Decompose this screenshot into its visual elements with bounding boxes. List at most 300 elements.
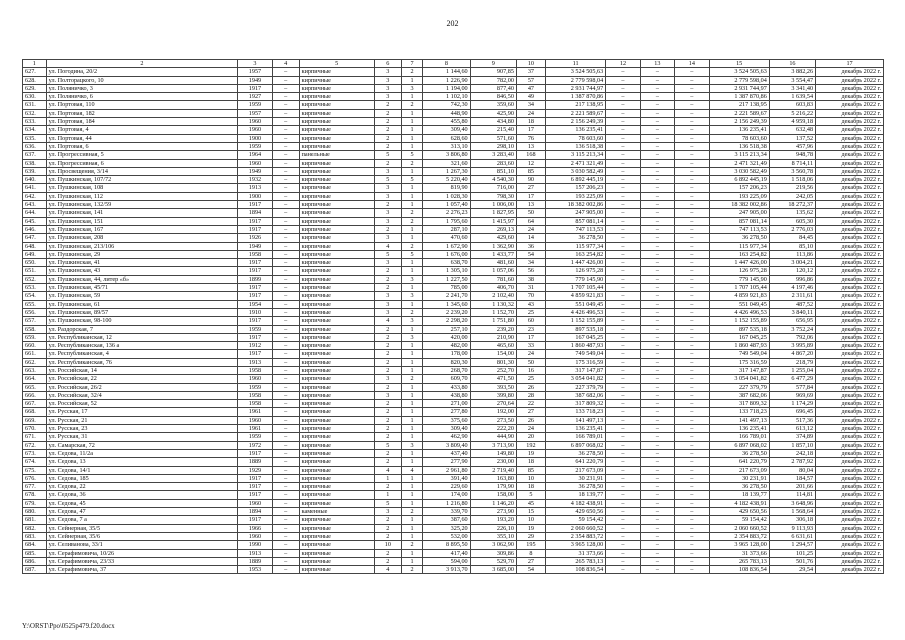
table-cell: 3 [374,234,401,242]
table-cell: 36 [516,242,545,250]
table-cell: 1 [401,416,423,424]
table-cell: 218,79 [769,358,815,366]
table-cell: кирпичные [299,134,374,142]
table-cell: 656. [23,308,47,316]
table-cell: – [606,267,640,275]
table-cell: 227 379,79 [709,383,769,391]
table-cell: – [640,201,674,209]
table-cell: декабрь 2022 г. [816,358,884,366]
table-cell: кирпичные [299,142,374,150]
table-cell: 27 [516,408,545,416]
table-cell: декабрь 2022 г. [816,142,884,150]
table-cell: – [272,491,299,499]
table-cell: 3 [401,275,423,283]
table-cell: кирпичные [299,391,374,399]
table-cell: – [272,532,299,540]
table-cell: 31 373,66 [709,549,769,557]
table-cell: – [272,176,299,184]
table-cell: – [272,474,299,482]
table-cell: кирпичные [299,433,374,441]
table-cell: – [675,441,709,449]
table-cell: декабрь 2022 г. [816,159,884,167]
table-cell: – [640,209,674,217]
table-cell: – [606,532,640,540]
table-cell: 168 [516,151,545,159]
table-cell: – [606,458,640,466]
table-cell: 2 [374,366,401,374]
table-cell: 230,00 [470,458,516,466]
table-cell: 716,00 [470,184,516,192]
table-cell: – [640,325,674,333]
table-cell: 163,80 [470,474,516,482]
table-cell: кирпичные [299,184,374,192]
table-cell: ул. Пушкинская, 98-100 [46,317,238,325]
table-cell: 47 [516,84,545,92]
table-row [23,524,884,532]
table-cell: – [606,557,640,565]
table-cell: 781,60 [470,275,516,283]
table-cell: – [606,566,640,574]
table-cell: 571,60 [470,134,516,142]
table-cell: ул. Российская, 22 [46,375,238,383]
table-cell: кирпичные [299,201,374,209]
table-cell: 8 [516,549,545,557]
table-cell: – [675,433,709,441]
table-cell: 387 682,06 [545,391,605,399]
table-cell: – [606,425,640,433]
table-cell: 1 [374,491,401,499]
table-cell: ул. Республиканская, 76 [46,358,238,366]
table-cell: – [675,350,709,358]
table-cell: ул. Пушкинская, 41 [46,259,238,267]
table-cell: 90 [516,176,545,184]
table-cell: декабрь 2022 г. [816,275,884,283]
table-cell: – [640,483,674,491]
table-cell: – [675,466,709,474]
table-cell: 34 [516,259,545,267]
table-row [23,76,884,84]
table-cell: 1917 [238,267,272,275]
table-cell: ул. Седова, 47 [46,508,238,516]
table-cell: 166 789,01 [545,433,605,441]
table-cell: 175 316,59 [709,358,769,366]
table-row [23,217,884,225]
table-cell: 1 707 105,44 [545,284,605,292]
table-cell: ул. Седова, 45 [46,499,238,507]
table-cell: 28 [516,391,545,399]
table-cell: декабрь 2022 г. [816,225,884,233]
table-cell: 5 [401,250,423,258]
footer-file-path: Y:\ORST\Ppo\0525p479.f20.docx [22,623,115,630]
table-cell: – [606,516,640,524]
table-cell: 141 497,13 [545,416,605,424]
table-cell: 1 057,06 [470,267,516,275]
table-cell: ул. Республиканская, 12 [46,333,238,341]
header-cell: 12 [606,60,640,68]
table-cell: – [606,126,640,134]
table-cell: 178,00 [423,350,470,358]
table-cell: декабрь 2022 г. [816,416,884,424]
table-cell: 3 [374,259,401,267]
table-cell: 217 673,09 [545,466,605,474]
table-cell: – [606,109,640,117]
table-cell: – [272,68,299,76]
table-cell: – [606,209,640,217]
table-cell: 57 [516,76,545,84]
table-cell: кирпичные [299,358,374,366]
table-cell: кирпичные [299,101,374,109]
table-cell: 1 [401,499,423,507]
table-cell: – [640,499,674,507]
table-cell: кирпичные [299,400,374,408]
table-cell: 1 362,90 [470,242,516,250]
table-cell: 1 387 870,86 [709,93,769,101]
table-cell: 668. [23,408,47,416]
table-cell: 682. [23,524,47,532]
table-cell: – [272,225,299,233]
table-cell: 20 [516,433,545,441]
table-cell: 2 [374,483,401,491]
table-row [23,101,884,109]
table-cell: декабрь 2022 г. [816,557,884,565]
table-cell: 782,00 [470,76,516,84]
table-cell: декабрь 2022 г. [816,433,884,441]
table-cell: ул. Пушкинская, 61 [46,300,238,308]
table-cell: ул. Самарская, 72 [46,441,238,449]
table-cell: 1972 [238,441,272,449]
table-cell: 2 [374,400,401,408]
table-cell: 2 [401,508,423,516]
table-cell: ул. Пушкинская, 132/59 [46,201,238,209]
table-cell: декабрь 2022 г. [816,491,884,499]
table-cell: ул. Прогрессивная, 6 [46,159,238,167]
table-row [23,433,884,441]
table-cell: – [272,483,299,491]
table-cell: декабрь 2022 г. [816,134,884,142]
table-cell: 136 235,41 [545,126,605,134]
table-cell: 2 [374,101,401,109]
table-cell: – [606,333,640,341]
table-cell: 653. [23,284,47,292]
table-cell: 136 235,41 [709,425,769,433]
table-cell: – [640,151,674,159]
table-cell: декабрь 2022 г. [816,441,884,449]
table-cell: 660. [23,342,47,350]
table-cell: 195 [516,541,545,549]
table-cell: 4 197,46 [769,284,815,292]
table-cell: 12 [516,159,545,167]
table-cell: 2 471 321,49 [709,159,769,167]
table-cell: – [675,167,709,175]
table-cell: 662. [23,358,47,366]
table-cell: – [675,76,709,84]
table-cell: 1954 [238,300,272,308]
table-cell: 3 [374,209,401,217]
table-row [23,474,884,482]
table-cell: 1 [401,350,423,358]
table-cell: 1889 [238,557,272,565]
table-cell: 674. [23,458,47,466]
table-cell: – [606,541,640,549]
table-cell: – [640,292,674,300]
table-cell: – [272,433,299,441]
table-cell: ул. Седова, 185 [46,474,238,482]
table-cell: – [640,300,674,308]
table-cell: 9 113,93 [769,524,815,532]
table-cell: – [675,300,709,308]
table-cell: – [675,259,709,267]
table-cell: 2 [374,416,401,424]
table-cell: 24 [516,225,545,233]
table-cell: – [675,267,709,275]
table-cell: 636. [23,142,47,150]
table-cell: 3 062,90 [470,541,516,549]
table-cell: 654. [23,292,47,300]
table-cell: – [640,516,674,524]
table-cell: 1 227,50 [423,275,470,283]
table-cell: 1929 [238,466,272,474]
table-cell: 26 [516,416,545,424]
table-cell: – [675,176,709,184]
table-cell: – [675,524,709,532]
table-cell: 149,80 [470,449,516,457]
table-cell: кирпичные [299,242,374,250]
table-cell: – [606,300,640,308]
table-cell: ул. Седова, 36 [46,491,238,499]
table-cell: 3 [374,375,401,383]
table-cell: 1 152 155,89 [545,317,605,325]
table-cell: 1 672,90 [423,242,470,250]
table-cell: 1 [401,267,423,275]
table-cell: 3 995,89 [769,342,815,350]
table-cell: ул. Серафимовича, 10/26 [46,549,238,557]
table-cell: 1 174,29 [769,400,815,408]
header-cell: 13 [640,60,674,68]
table-cell: 749 549,04 [709,350,769,358]
table-cell: ул. Российская, 52 [46,400,238,408]
table-cell: – [606,192,640,200]
table-cell: 661. [23,350,47,358]
table-cell: 851,10 [470,167,516,175]
table-cell: – [640,566,674,574]
table-cell: – [640,433,674,441]
table-cell: – [272,366,299,374]
table-cell: 5 220,40 [423,176,470,184]
table-row [23,109,884,117]
table-cell: 19 [516,524,545,532]
table-cell: 1927 [238,93,272,101]
table-cell: 1 860 487,93 [709,342,769,350]
table-cell: – [606,524,640,532]
table-cell: – [640,93,674,101]
table-cell: кирпичные [299,516,374,524]
table-row [23,275,884,283]
table-cell: 996,86 [769,275,815,283]
table-cell: 30 231,91 [709,474,769,482]
table-cell: 16 [516,366,545,374]
table-cell: 1 [401,458,423,466]
table-cell: – [675,308,709,316]
table-cell: 1 [401,142,423,150]
table-cell: 18 139,77 [545,491,605,499]
table-cell: 14 [516,234,545,242]
table-cell: кирпичные [299,317,374,325]
table-cell: 1 [401,184,423,192]
table-cell: кирпичные [299,76,374,84]
table-cell: 501,76 [769,557,815,565]
table-cell: 54 [516,566,545,574]
table-cell: 1 [401,325,423,333]
table-cell: 3 554,47 [769,76,815,84]
table-cell: 1961 [238,425,272,433]
table-cell: декабрь 2022 г. [816,76,884,84]
table-cell: 6 631,61 [769,532,815,540]
table-row [23,176,884,184]
table-cell: 25 [516,375,545,383]
table-cell: – [640,408,674,416]
table-cell: – [272,441,299,449]
table-cell: – [606,358,640,366]
table-cell: декабрь 2022 г. [816,333,884,341]
table-row [23,242,884,250]
table-cell: кирпичные [299,383,374,391]
table-cell: декабрь 2022 г. [816,118,884,126]
table-cell: – [640,184,674,192]
table-cell: 779 145,90 [709,275,769,283]
table-cell: 108 836,54 [545,566,605,574]
table-cell: 374,89 [769,433,815,441]
header-cell: 5 [299,60,374,68]
table-cell: ул. Седова, 22 [46,483,238,491]
table-cell: 2 [374,350,401,358]
table-cell: 36 278,50 [545,234,605,242]
table-cell: 1 130,32 [470,300,516,308]
table-cell: 101,25 [769,549,815,557]
table-cell: 1900 [238,134,272,142]
table-cell: 38 [516,275,545,283]
table-cell: – [606,449,640,457]
table-cell: 3 524 505,63 [709,68,769,76]
table-cell: 2 [374,458,401,466]
table-cell: 877,40 [470,84,516,92]
table-cell: 18 [516,118,545,126]
table-cell: 1 [401,383,423,391]
table-cell: кирпичные [299,84,374,92]
table-cell: – [640,101,674,109]
table-cell: 3 560,78 [769,167,815,175]
table-cell: 283,60 [470,159,516,167]
table-cell: ул. Русская, 21 [46,416,238,424]
table-cell: 4 426 496,53 [709,308,769,316]
table-cell: – [606,499,640,507]
table-cell: 4 859 921,83 [545,292,605,300]
table-cell: 1958 [238,366,272,374]
table-cell: 2 779 598,04 [709,76,769,84]
table-cell: декабрь 2022 г. [816,109,884,117]
table-cell: 2 [374,159,401,167]
table-cell: кирпичные [299,217,374,225]
table-cell: – [640,217,674,225]
table-cell: 18 [516,483,545,491]
table-row [23,192,884,200]
table-row [23,458,884,466]
table-cell: 5 [401,151,423,159]
table-cell: 2 [401,101,423,109]
table-cell: ул. Раздорская, 7 [46,325,238,333]
table-cell: – [675,516,709,524]
table-cell: 64 [516,217,545,225]
table-cell: – [606,76,640,84]
table-cell: 18 [516,458,545,466]
table-cell: ул. Русская, 31 [46,433,238,441]
table-cell: 37 [516,68,545,76]
table-cell: 656,95 [769,317,815,325]
table-cell: – [640,458,674,466]
table-cell: 457,96 [769,142,815,150]
table-row [23,350,884,358]
table-cell: 5 [374,250,401,258]
table-cell: 36 278,50 [545,483,605,491]
table-cell: 785,00 [423,284,470,292]
table-cell: 3 [374,184,401,192]
table-cell: 2 156 249,39 [709,118,769,126]
table-cell: ул. Пушкинская, 107/72 [46,176,238,184]
table-cell: 2 [401,566,423,574]
table-cell: декабрь 2022 г. [816,366,884,374]
table-cell: 30 231,91 [545,474,605,482]
table-cell: 577,84 [769,383,815,391]
table-cell: 4 867,20 [769,350,815,358]
table-cell: – [675,134,709,142]
table-cell: – [675,217,709,225]
table-cell: 34 [516,101,545,109]
table-cell: 641 220,79 [545,458,605,466]
table-cell: – [640,317,674,325]
table-cell: 29,54 [769,566,815,574]
table-cell: 31 373,66 [545,549,605,557]
table-cell: – [272,524,299,532]
table-cell: ул. Сейнерная, 35/5 [46,524,238,532]
table-cell: – [640,416,674,424]
table-cell: 1 [401,532,423,540]
table-cell: 2 [374,549,401,557]
table-cell: 1 057,40 [423,201,470,209]
table-cell: 2 719,40 [470,466,516,474]
table-cell: 1 [401,192,423,200]
table-cell: 136 518,38 [709,142,769,150]
table-cell: – [272,234,299,242]
table-row [23,68,884,76]
table-cell: – [640,508,674,516]
table-cell: декабрь 2022 г. [816,499,884,507]
table-cell: ул. Портовая, 44 [46,134,238,142]
table-cell: 167 045,25 [545,333,605,341]
table-cell: 1 [374,474,401,482]
table-cell: 271,00 [423,400,470,408]
table-cell: 36 278,50 [709,449,769,457]
table-cell: 4 182 438,91 [545,499,605,507]
table-cell: декабрь 2022 г. [816,549,884,557]
table-cell: 2 [374,275,401,283]
table-cell: – [606,167,640,175]
table-cell: 78 603,60 [709,134,769,142]
table-cell: 1 [401,201,423,209]
table-cell: 133 718,23 [709,408,769,416]
table-cell: – [606,317,640,325]
table-cell: 846,50 [470,93,516,101]
table-cell: 24 [516,109,545,117]
table-cell: 3 913,70 [423,566,470,574]
